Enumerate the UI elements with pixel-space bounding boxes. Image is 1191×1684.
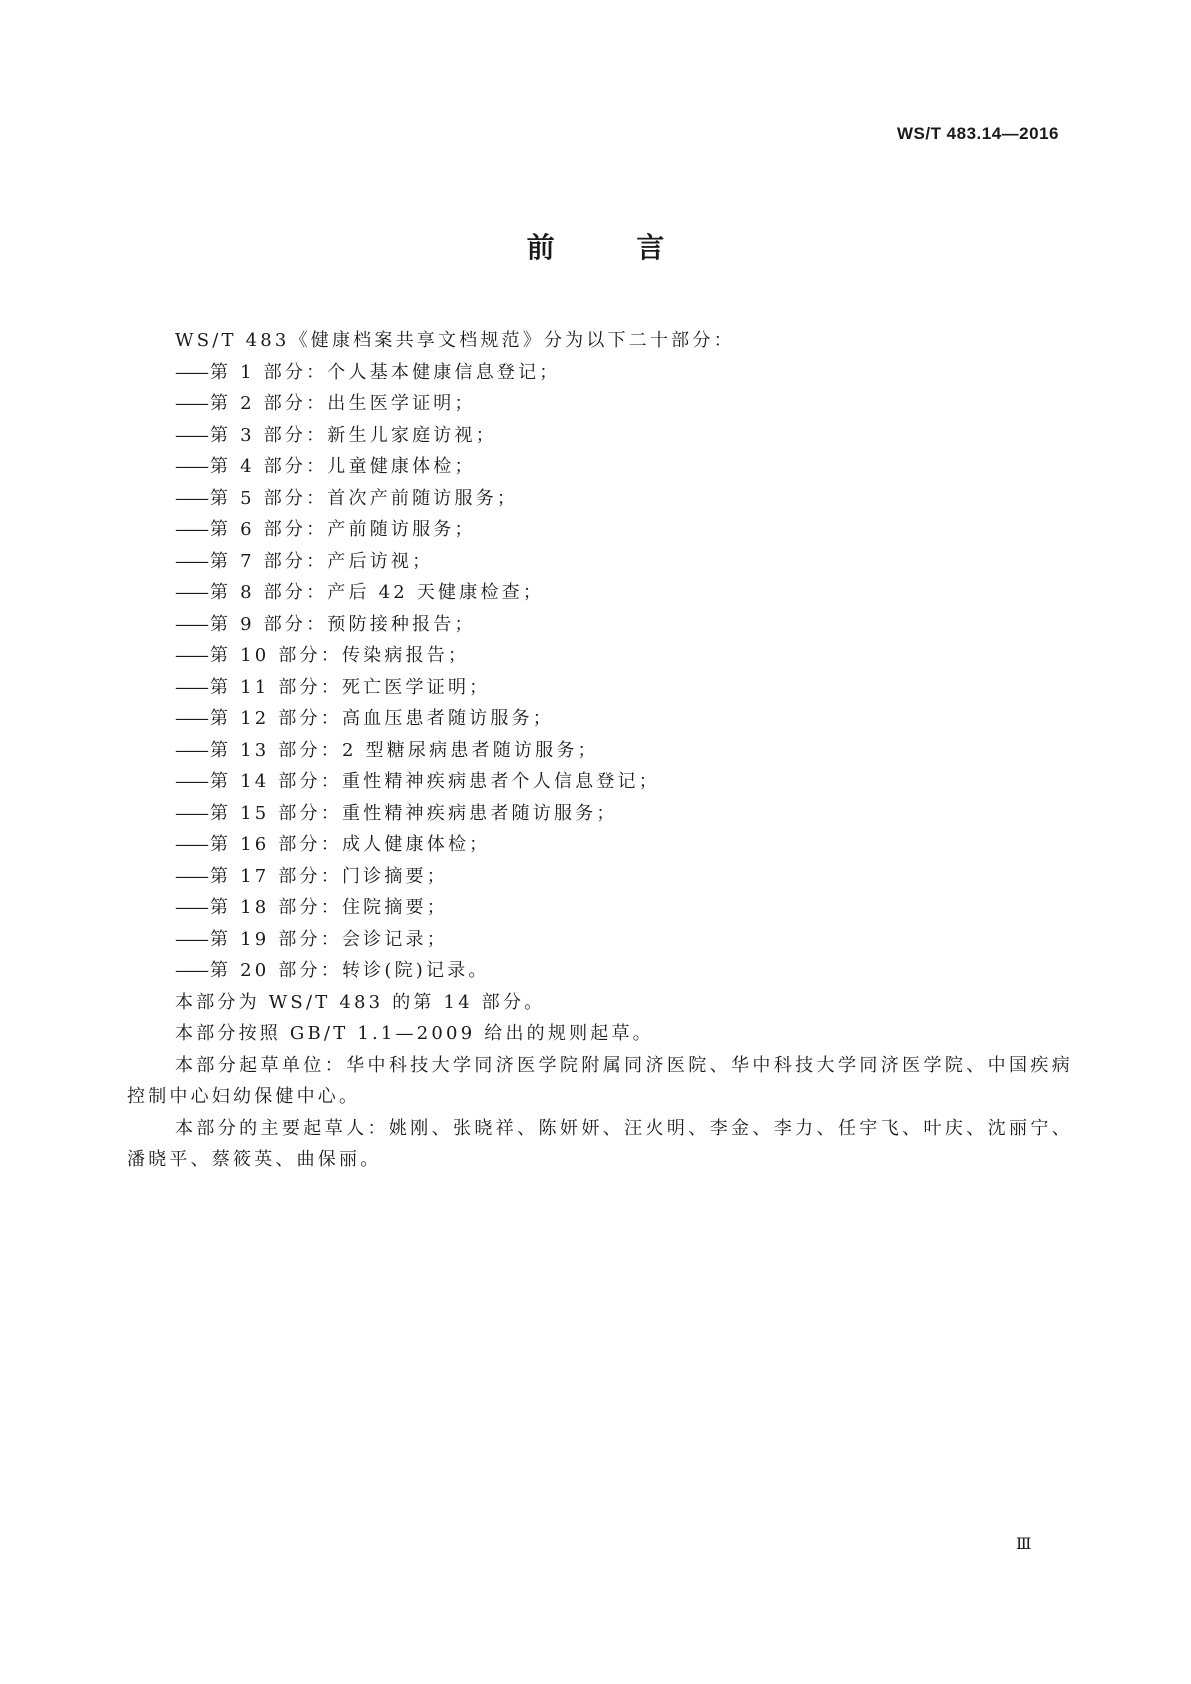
- part-label: 第 14 部分：重性精神疾病患者个人信息登记；: [210, 771, 660, 792]
- intro-paragraph: WS/T 483《健康档案共享文档规范》分为以下二十部分：: [175, 330, 735, 351]
- paragraph: 本部分起草单位：华中科技大学同济医学院附属同济医院、华中科技大学同济医学院、中国疾病控制中心妇幼保健中心。: [127, 1054, 1073, 1107]
- dash: ——: [175, 771, 207, 792]
- list-item: [127, 829, 1073, 861]
- dash: ——: [175, 424, 207, 446]
- dash: ——: [175, 960, 207, 981]
- part-label: 第 15 部分：重性精神疾病患者随访服务；: [210, 802, 618, 824]
- list-item: [127, 577, 1073, 609]
- dash: ——: [175, 582, 207, 603]
- paragraph: 本部分为 WS/T 483 的第 14 部分。: [175, 991, 546, 1013]
- dash: ——: [175, 865, 207, 887]
- paragraph: 本部分按照 GB/T 1.1—2009 给出的规则起草。: [175, 1023, 654, 1044]
- list-item: [127, 861, 1073, 893]
- list-item: [127, 892, 1073, 924]
- part-label: 第 6 部分：产前随访服务；: [210, 519, 476, 540]
- dash: ——: [175, 645, 207, 666]
- list-item: [127, 483, 1073, 515]
- list-item: [127, 609, 1073, 641]
- list-item: [127, 735, 1073, 767]
- paragraphs: [127, 987, 1073, 1176]
- part-label: 第 11 部分：死亡医学证明；: [210, 676, 491, 698]
- part-label: 第 3 部分：新生儿家庭访视；: [210, 424, 497, 446]
- part-label: 第 7 部分：产后访视；: [210, 550, 434, 572]
- dash: ——: [175, 676, 207, 698]
- dash: ——: [175, 361, 207, 383]
- list-item: [127, 703, 1073, 735]
- part-label: 第 13 部分：2 型糖尿病患者随访服务；: [210, 739, 599, 761]
- part-label: 第 5 部分：首次产前随访服务；: [210, 487, 519, 509]
- part-label: 第 2 部分：出生医学证明；: [210, 393, 476, 414]
- dash: ——: [175, 613, 207, 635]
- list-item: [127, 514, 1073, 546]
- dash: ——: [175, 928, 207, 950]
- dash: ——: [175, 487, 207, 509]
- dash: ——: [175, 550, 207, 572]
- list-item: [127, 546, 1073, 578]
- dash: ——: [175, 456, 207, 477]
- list-item: [127, 420, 1073, 452]
- page-title: 前 言: [526, 231, 701, 264]
- parts-list: [127, 357, 1073, 987]
- part-label: 第 17 部分：门诊摘要；: [210, 865, 448, 887]
- part-label: 第 8 部分：产后 42 天健康检查；: [210, 582, 545, 603]
- dash: ——: [175, 897, 207, 918]
- list-item: [127, 451, 1073, 483]
- list-item: [127, 766, 1073, 798]
- standard-code: WS/T 483.14—2016: [896, 124, 1059, 143]
- part-label: 第 19 部分：会诊记录；: [210, 928, 448, 950]
- list-item: [127, 798, 1073, 830]
- list-item: [127, 388, 1073, 420]
- dash: ——: [175, 834, 207, 855]
- list-item: [127, 640, 1073, 672]
- dash: ——: [175, 802, 207, 824]
- part-label: 第 20 部分：转诊(院)记录。: [210, 960, 490, 981]
- document-body: [127, 325, 1073, 1176]
- part-label: 第 18 部分：住院摘要；: [210, 897, 448, 918]
- part-label: 第 10 部分：传染病报告；: [210, 645, 470, 666]
- dash: ——: [175, 708, 207, 729]
- part-label: 第 12 部分：高血压患者随访服务；: [210, 708, 554, 729]
- part-label: 第 16 部分：成人健康体检；: [210, 834, 491, 855]
- list-item: [127, 924, 1073, 956]
- part-label: 第 4 部分：儿童健康体检；: [210, 456, 476, 477]
- part-label: 第 9 部分：预防接种报告；: [210, 613, 476, 635]
- dash: ——: [175, 519, 207, 540]
- paragraph: 本部分的主要起草人：姚刚、张晓祥、陈妍妍、汪火明、李金、李力、任宇飞、叶庆、沈丽宁、潘晓平、蔡筱英、曲保丽。: [127, 1117, 1073, 1170]
- dash: ——: [175, 739, 207, 761]
- part-label: 第 1 部分：个人基本健康信息登记；: [210, 361, 561, 383]
- list-item: [127, 955, 1073, 987]
- list-item: [127, 357, 1073, 389]
- list-item: [127, 672, 1073, 704]
- dash: ——: [175, 393, 207, 414]
- page-number: Ⅲ: [1016, 1534, 1032, 1553]
